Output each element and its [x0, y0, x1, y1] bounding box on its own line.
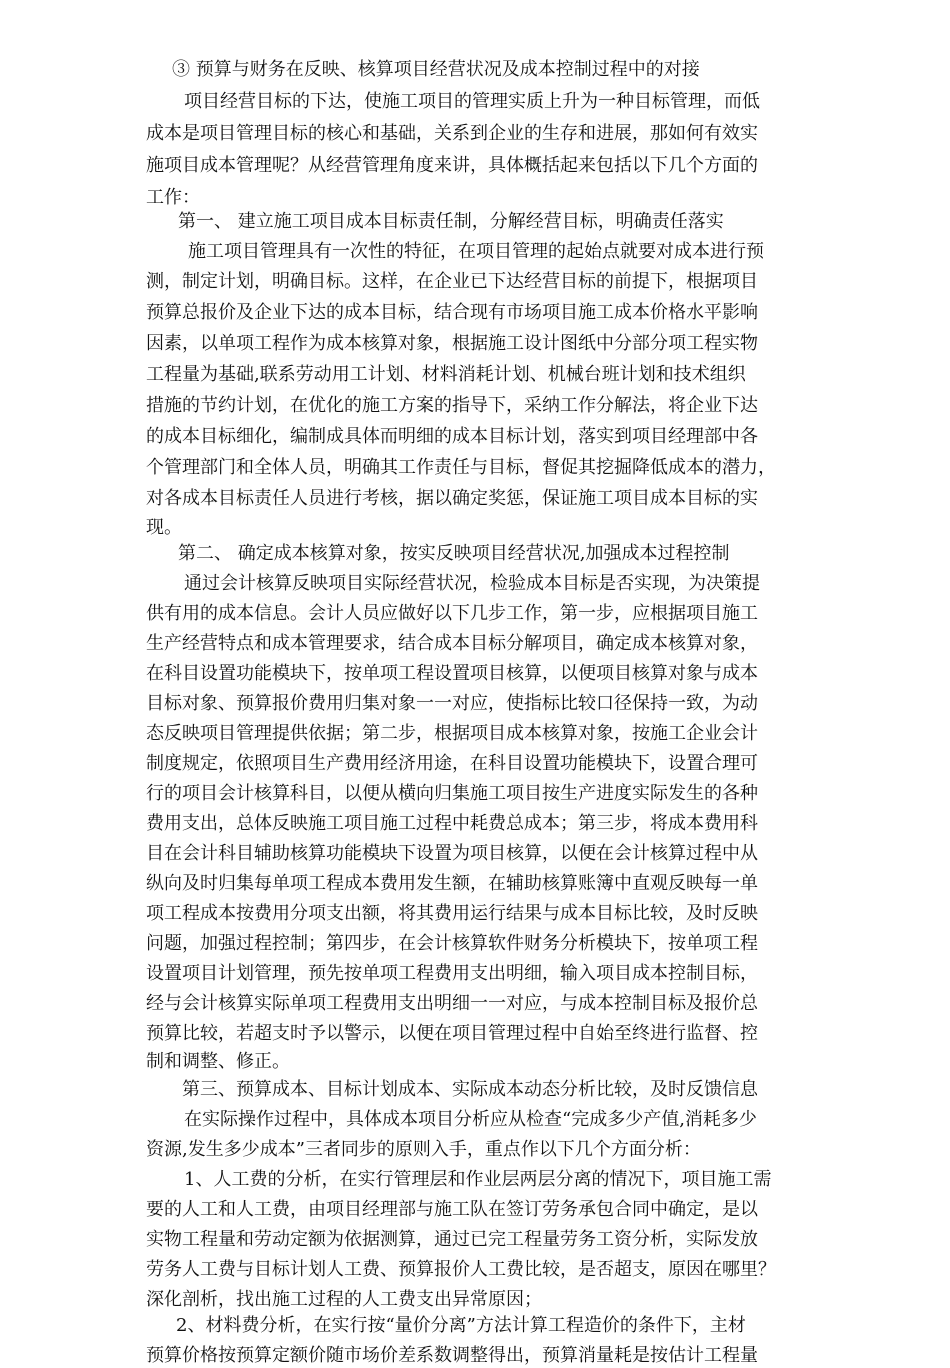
paragraph-line: 测，制定计划，明确目标。这样，在企业已下达经营目标的前提下，根据项目 — [146, 271, 758, 292]
paragraph-line: 制和调整、修正。 — [146, 1051, 290, 1072]
paragraph-line: 制度规定，依照项目生产费用经济用途，在科目设置功能模块下，设置合理可 — [146, 753, 758, 774]
paragraph-line: 工作： — [146, 187, 200, 208]
paragraph-line: 施工项目管理具有一次性的特征，在项目管理的起始点就要对成本进行预 — [188, 241, 764, 262]
paragraph-line: 项工程成本按费用分项支出额，将其费用运行结果与成本目标比较，及时反映 — [146, 903, 758, 924]
paragraph-line: 预算比较，若超支时予以警示，以便在项目管理过程中自始至终进行监督、控 — [146, 1023, 758, 1044]
paragraph-line: 资源,发生多少成本”三者同步的原则入手，重点作以下几个方面分析： — [146, 1139, 701, 1160]
paragraph-line: 2、材料费分析，在实行按“量价分离”方法计算工程造价的条件下，主材 — [176, 1315, 746, 1336]
paragraph-line: 设置项目计划管理，预先按单项工程费用支出明细，输入项目成本控制目标， — [146, 963, 758, 984]
paragraph-line: 态反映项目管理提供依据；第二步，根据项目成本核算对象，按施工企业会计 — [146, 723, 758, 744]
paragraph-line: 供有用的成本信息。会计人员应做好以下几步工作，第一步，应根据项目施工 — [146, 603, 758, 624]
paragraph-line: 对各成本目标责任人员进行考核，据以确定奖惩，保证施工项目成本目标的实 — [146, 488, 758, 509]
paragraph-line: 成本是项目管理目标的核心和基础，关系到企业的生存和进展，那如何有效实 — [146, 123, 758, 144]
paragraph-line: 措施的节约计划，在优化的施工方案的指导下，采纳工作分解法，将企业下达 — [146, 395, 758, 416]
paragraph-line: 预算总报价及企业下达的成本目标，结合现有市场项目施工成本价格水平影响 — [146, 302, 758, 323]
paragraph-line: 要的人工和人工费，由项目经理部与施工队在签订劳务承包合同中确定，是以 — [146, 1199, 758, 1220]
paragraph-line: 的成本目标细化，编制成具体而明细的成本目标计划，落实到项目经理部中各 — [146, 426, 758, 447]
paragraph-line: 工程量为基础,联系劳动用工计划、材料消耗计划、机械台班计划和技术组织 — [146, 364, 746, 385]
heading-first: 第一、 建立施工项目成本目标责任制，分解经营目标，明确责任落实 — [178, 211, 724, 232]
paragraph-line: 在科目设置功能模块下，按单项工程设置项目核算，以便项目核算对象与成本 — [146, 663, 758, 684]
paragraph-line: 费用支出，总体反映施工项目施工过程中耗费总成本；第三步，将成本费用科 — [146, 813, 758, 834]
paragraph-line: 个管理部门和全体人员，明确其工作责任与目标，督促其挖掘降低成本的潜力， — [146, 457, 776, 478]
heading-third: 第三、预算成本、目标计划成本、实际成本动态分析比较，及时反馈信息 — [182, 1079, 758, 1100]
paragraph-line: 问题，加强过程控制；第四步，在会计核算软件财务分析模块下，按单项工程 — [146, 933, 758, 954]
paragraph-line: 因素，以单项工程作为成本核算对象，根据施工设计图纸中分部分项工程实物 — [146, 333, 758, 354]
paragraph-line: 经与会计核算实际单项工程费用支出明细一一对应，与成本控制目标及报价总 — [146, 993, 758, 1014]
paragraph-line: 预算价格按预算定额价随市场价差系数调整得出，预算消量耗是按估计工程量 — [146, 1345, 758, 1366]
paragraph-line: 劳务人工费与目标计划人工费、预算报价人工费比较，是否超支，原因在哪里？ — [146, 1259, 776, 1280]
paragraph-line: 1、人工费的分析，在实行管理层和作业层两层分离的情况下，项目施工需 — [184, 1169, 772, 1190]
paragraph-line: 行的项目会计核算科目，以便从横向归集施工项目按生产进度实际发生的各种 — [146, 783, 758, 804]
section-heading-budget-finance: ③ 预算与财务在反映、核算项目经营状况及成本控制过程中的对接 — [172, 59, 700, 80]
paragraph-line: 在实际操作过程中，具体成本项目分析应从检查“完成多少产值,消耗多少 — [184, 1109, 757, 1130]
paragraph-line: 目标对象、预算报价费用归集对象一一对应，使指标比较口径保持一致，为动 — [146, 693, 758, 714]
paragraph-line: 纵向及时归集每单项工程成本费用发生额，在辅助核算账簿中直观反映每一单 — [146, 873, 758, 894]
paragraph-line: 施项目成本管理呢？从经营管理角度来讲，具体概括起来包括以下几个方面的 — [146, 155, 758, 176]
paragraph-line: 项目经营目标的下达，使施工项目的管理实质上升为一种目标管理，而低 — [184, 91, 760, 112]
paragraph-line: 现。 — [146, 517, 182, 538]
paragraph-line: 目在会计科目辅助核算功能模块下设置为项目核算，以便在会计核算过程中从 — [146, 843, 758, 864]
heading-second: 第二、 确定成本核算对象，按实反映项目经营状况,加强成本过程控制 — [178, 543, 730, 564]
paragraph-line: 通过会计核算反映项目实际经营状况，检验成本目标是否实现，为决策提 — [184, 573, 760, 594]
paragraph-line: 实物工程量和劳动定额为依据测算，通过已完工程量劳务工资分析，实际发放 — [146, 1229, 758, 1250]
paragraph-line: 生产经营特点和成本管理要求，结合成本目标分解项目，确定成本核算对象， — [146, 633, 758, 654]
paragraph-line: 深化剖析，找出施工过程的人工费支出异常原因； — [146, 1289, 542, 1310]
